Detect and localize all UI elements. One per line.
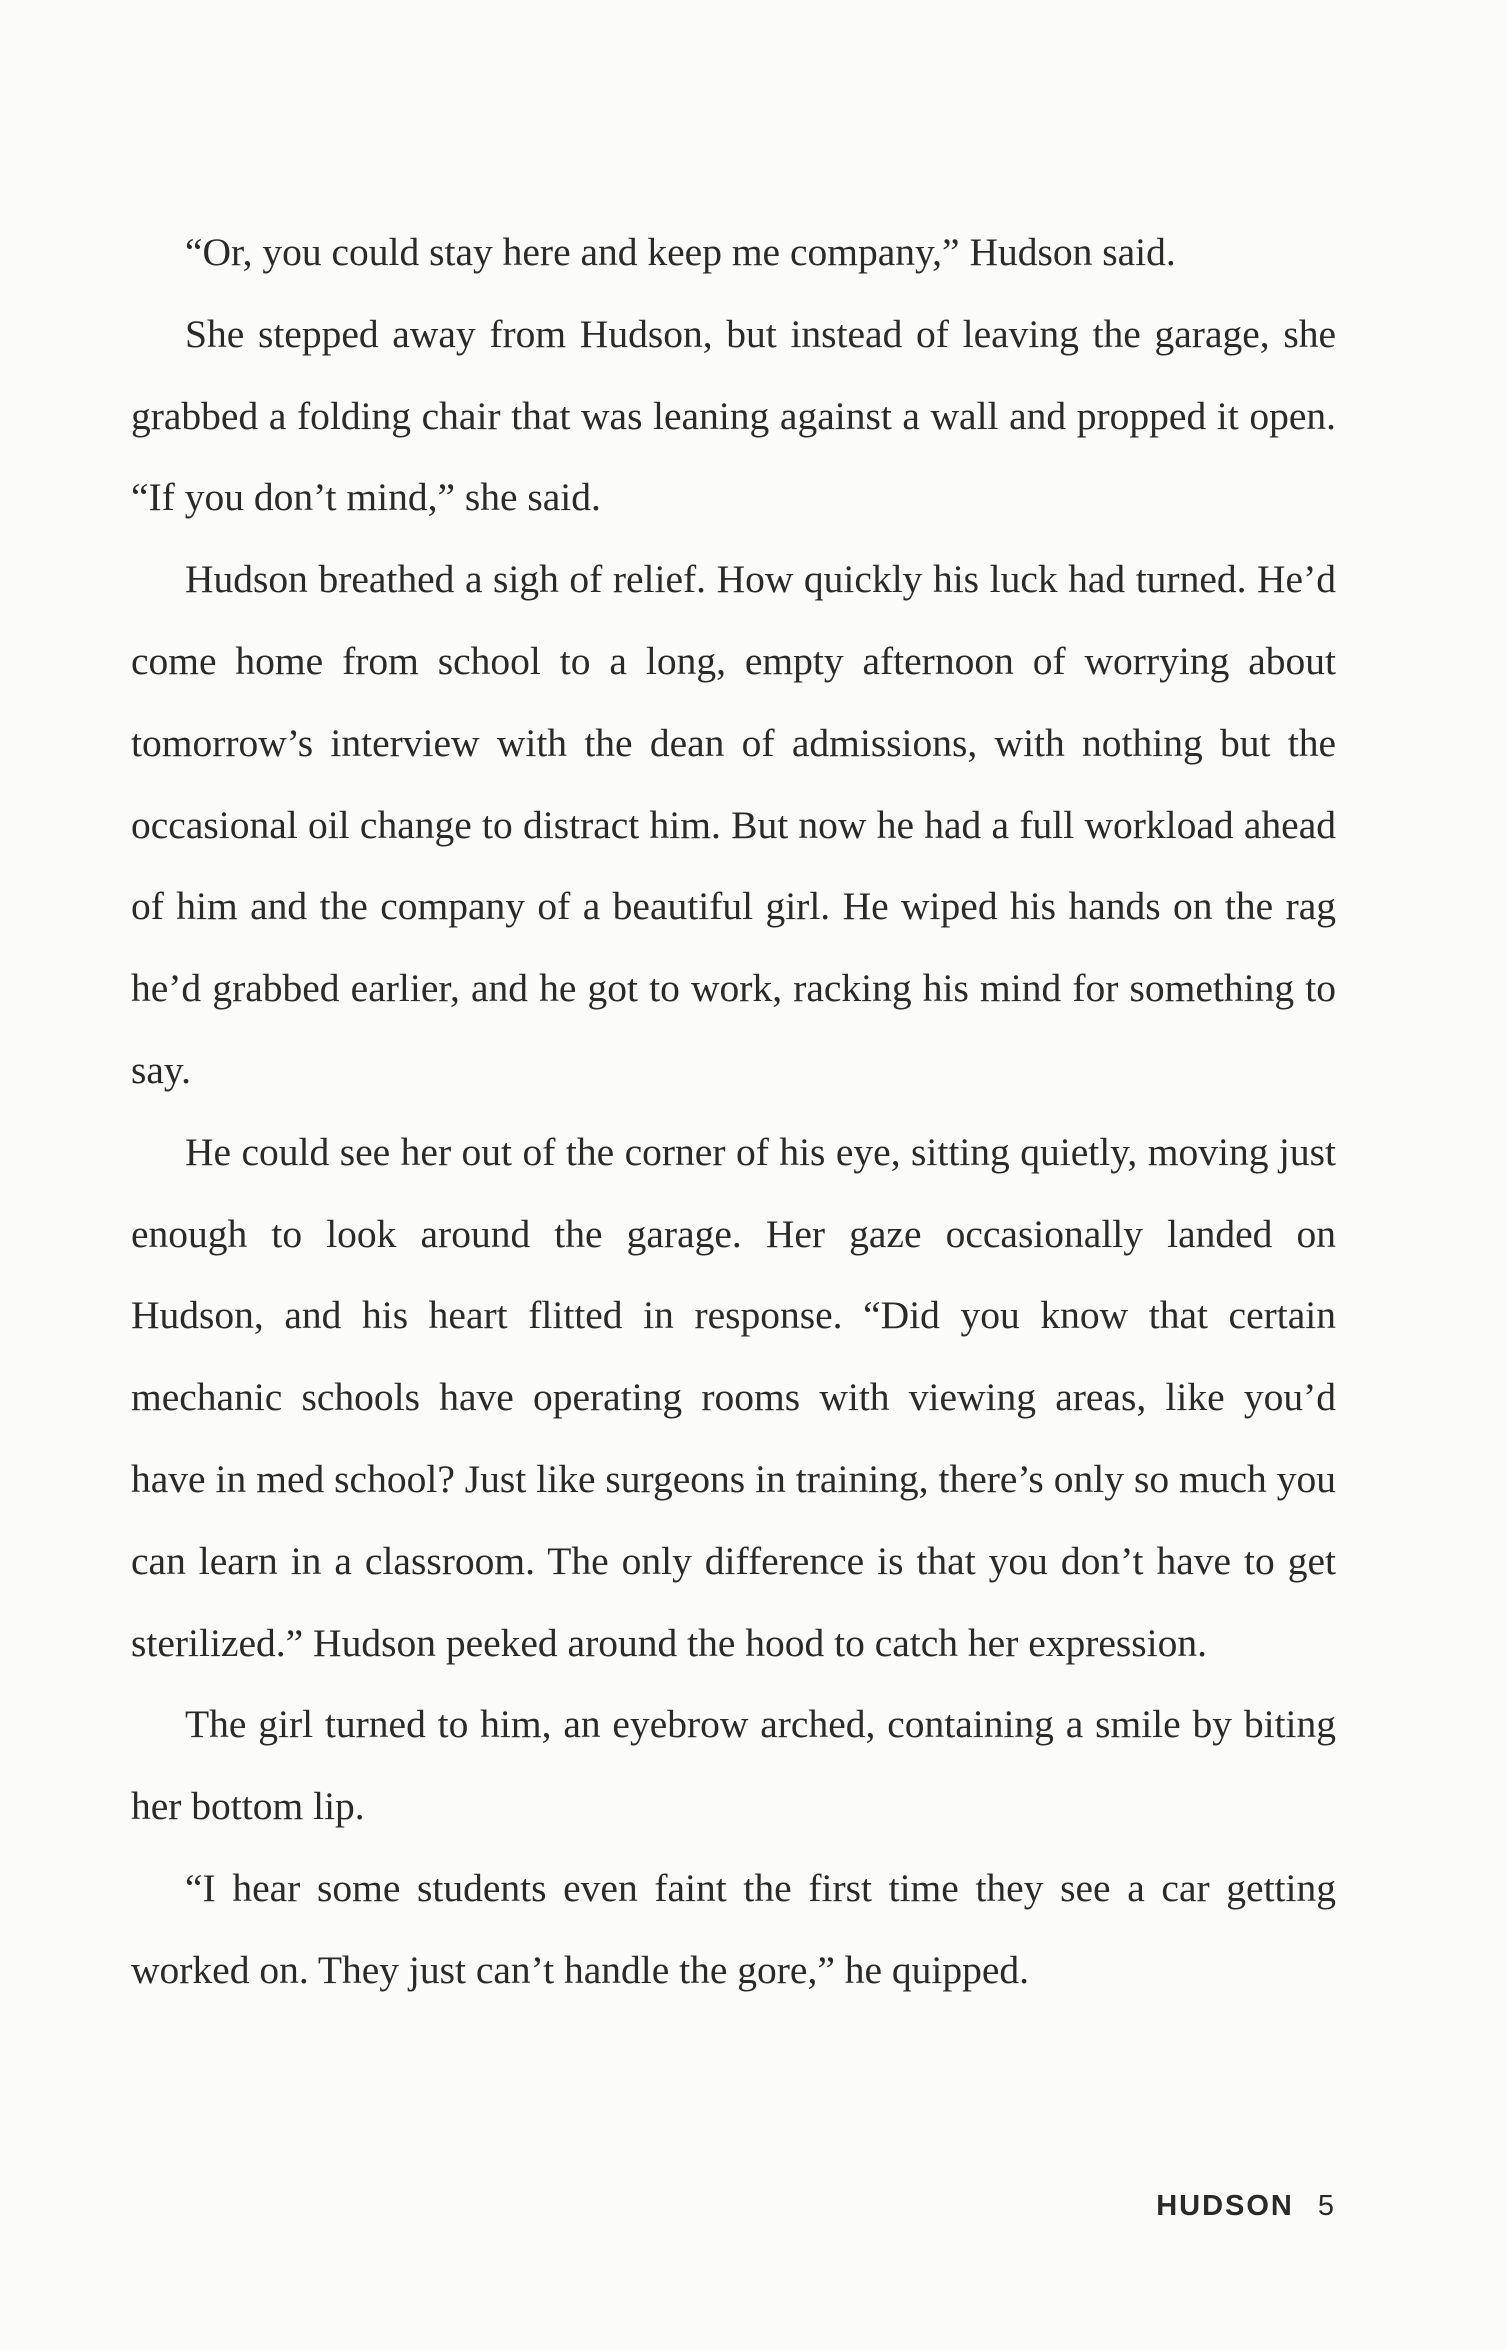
paragraph-4: He could see her out of the corner of his eye, sitting quietly, moving just enough to look around the garage. Her gaze occasionally landed on Hudson, and his heart flitted in response. “Did you know that certain mechanic schools have operating rooms with viewing areas, like you’d have in med school? Just like surgeons in training, there’s only so much you can learn in a classroom. The only difference is that you don’t have to get sterilized.” Hudson peeked around the hood to catch her expression.	[131, 1129, 1336, 1665]
page-number: 5	[1317, 2190, 1334, 2222]
paragraph-6: “I hear some students even faint the first time they see a car getting worked on. They just can’t handle the gore,” he quipped.	[131, 1865, 1336, 1992]
body-text	[131, 212, 1336, 2012]
paragraph-5: The girl turned to him, an eyebrow arched, containing a smile by biting her bottom lip.	[131, 1702, 1336, 1829]
paragraph-1: “Or, you could stay here and keep me company,” Hudson said.	[185, 230, 1176, 274]
page-footer	[1156, 2190, 1334, 2223]
paragraph-3: Hudson breathed a sigh of relief. How quickly his luck had turned. He’d come home from school to a long, empty afternoon of worrying about tomorrow’s interview with the dean of admissions, with nothing but the occasional oil change to distract him. But now he had a full workload ahead of him and the company of a beautiful girl. He wiped his hands on the rag he’d grabbed earlier, and he got to work, racking his mind for something to say.	[131, 557, 1336, 1092]
paragraph-2: She stepped away from Hudson, but instead of leaving the garage, she grabbed a folding chair that was leaning against a wall and propped it open. “If you don’t mind,” she said.	[131, 311, 1336, 520]
running-head: HUDSON	[1156, 2190, 1294, 2222]
